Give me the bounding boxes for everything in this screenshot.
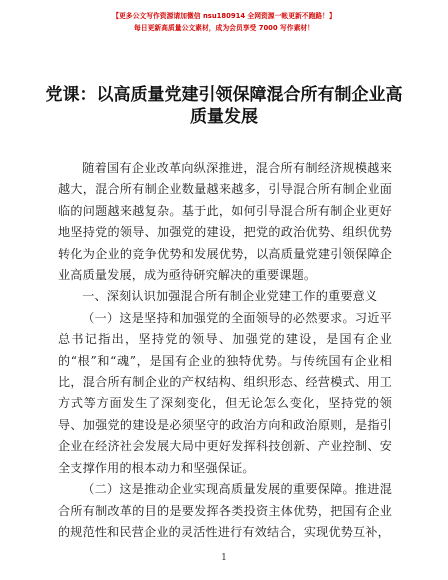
promo-banner-line-1: 【更多公文写作资源请加微信 nsu180914 全网资源一帐更新不跑路！】 xyxy=(112,12,336,20)
body-paragraph: （二）这是推动企业实现高质量发展的重要保障。推进混合所有制改革的目的是要发挥各类投资主体优势，把国有企业的规范性和民营企业的灵活性进行有效结合，实现优势互补， xyxy=(58,482,392,539)
promo-banner-line-2: 每日更新高质量公文素材，成为会员享受 7000 写作素材！ xyxy=(134,24,314,32)
intro-paragraph: 随着国有企业改革向纵深推进，混合所有制经济规模越来越大，混合所有制企业数量越来越多，引导混合所有制企业面临的问题越来越复杂。基于此，如何引导混合所有制企业更好地坚持党的领导、加强党的建设，把党的政治优势、组织优势转化为企业的竞争优势和发展优势，以高质量党建引领保障企业高质量发展，成为亟待研究解决的重要课题。 xyxy=(58,161,392,283)
body-paragraph: （一）这是坚持和加强党的全面领导的必然要求。习近平总书记指出，坚持党的领导、加强党的建设，是国有企业的“根”和“魂”，是国有企业的独特优势。与传统国有企业相比，混合所有制企业的产权结构、组织形态、经营模式、用工方式等方面发生了深刻变化，但无论怎么变化，坚持党的领导、加强党的建设是必须坚守的政治方向和政治原则，是指引企业在经济社会发展大局中更好发挥科技创新、产业控制、安全支撑作用的根本动力和坚强保证。 xyxy=(58,310,392,475)
document-title: 党课：以高质量党建引领保障混合所有制企业高质量发展 xyxy=(45,85,403,127)
page-number: 1 xyxy=(221,553,227,563)
document-body xyxy=(58,158,392,543)
section-heading-1: 一、深刻认识加强混合所有制企业党建工作的重要意义 xyxy=(82,289,378,304)
